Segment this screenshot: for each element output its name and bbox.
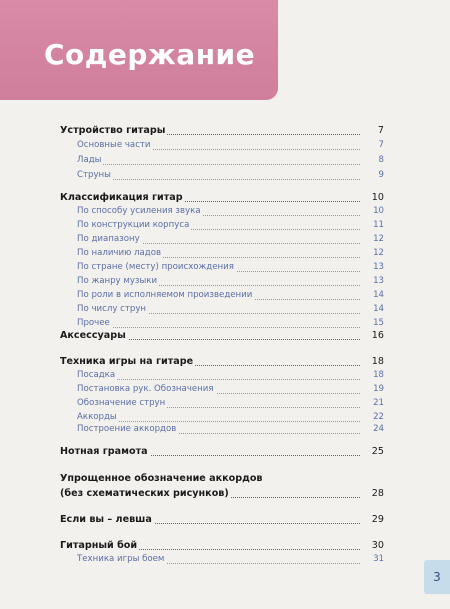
- toc-subentry[interactable]: [0, 370, 450, 384]
- toc-entry[interactable]: [0, 472, 450, 486]
- toc-entry-label: Гитарный бой: [60, 540, 138, 551]
- toc-entry-page: 10: [360, 192, 384, 203]
- toc-entry-page: 8: [360, 155, 384, 165]
- toc-subentry[interactable]: [0, 276, 450, 290]
- toc-entry-page: 10: [360, 206, 384, 216]
- toc-entry-label: По диапазону: [77, 234, 140, 244]
- toc-entry-page: 21: [360, 398, 384, 408]
- toc-entry-label: Посадка: [77, 370, 116, 380]
- toc-entry[interactable]: [0, 125, 450, 139]
- page-number-badge: [424, 560, 450, 594]
- toc-entry-label: Прочее: [77, 318, 110, 328]
- toc-entry-label: По жанру музыки: [77, 276, 158, 286]
- toc-entry-label: По числу струн: [77, 304, 147, 314]
- toc-entry-page: 7: [360, 140, 384, 150]
- toc-entry[interactable]: [0, 192, 450, 206]
- toc-entry-label: (без схематических рисунков): [60, 488, 229, 499]
- dot-leader: [77, 179, 370, 180]
- toc-subentry[interactable]: [0, 304, 450, 318]
- toc-entry-label: Устройство гитары: [60, 125, 166, 136]
- toc-subentry[interactable]: [0, 424, 450, 438]
- dot-leader: [77, 421, 370, 422]
- toc-subentry[interactable]: [0, 398, 450, 412]
- toc-entry-page: 13: [360, 262, 384, 272]
- toc-subentry[interactable]: [0, 290, 450, 304]
- toc-entry-page: 14: [360, 304, 384, 314]
- toc-entry-label: Струны: [77, 170, 111, 180]
- toc-subentry[interactable]: [0, 262, 450, 276]
- toc-entry-page: 11: [360, 220, 384, 230]
- toc-entry-label: Техника игры на гитаре: [60, 356, 194, 367]
- toc-entry-label: По конструкции корпуса: [77, 220, 190, 230]
- toc-entry-page: 9: [360, 170, 384, 180]
- toc-entry-label: Аккорды: [77, 412, 117, 422]
- toc-entry-page: 18: [360, 370, 384, 380]
- toc-entry-page: 25: [360, 446, 384, 457]
- toc-entry-label: Классификация гитар: [60, 192, 183, 203]
- dot-leader: [77, 164, 370, 165]
- toc-entry[interactable]: [0, 356, 450, 370]
- toc-entry-label: По наличию ладов: [77, 248, 162, 258]
- toc-entry[interactable]: [0, 514, 450, 528]
- toc-entry[interactable]: [0, 488, 450, 502]
- toc-entry-page: 12: [360, 234, 384, 244]
- toc-entry-page: 29: [360, 514, 384, 525]
- toc-entry-page: 13: [360, 276, 384, 286]
- toc-entry-label: Постановка рук. Обозначения: [77, 384, 214, 394]
- toc-entry-label: Упрощенное обозначение аккордов: [60, 473, 263, 484]
- dot-leader: [77, 379, 370, 380]
- toc-entry-page: 22: [360, 412, 384, 422]
- toc-entry-label: Основные части: [77, 140, 151, 150]
- page-title: Содержание: [44, 38, 256, 71]
- toc-subentry[interactable]: [0, 206, 450, 220]
- toc-entry[interactable]: [0, 540, 450, 554]
- toc-entry-label: Если вы – левша: [60, 514, 152, 525]
- toc-subentry[interactable]: [0, 170, 450, 184]
- toc-entry-label: По роли в исполняемом произведении: [77, 290, 253, 300]
- toc-entry-page: 15: [360, 318, 384, 328]
- toc-entry[interactable]: [0, 330, 450, 344]
- toc-entry-label: Техника игры боем: [77, 554, 165, 564]
- toc-subentry[interactable]: [0, 140, 450, 154]
- toc-entry-page: 7: [360, 125, 384, 136]
- toc-subentry[interactable]: [0, 554, 450, 568]
- toc-entry-page: 28: [360, 488, 384, 499]
- toc-entry-page: 16: [360, 330, 384, 341]
- toc-entry-label: Лады: [77, 155, 102, 165]
- toc-entry-label: По способу усиления звука: [77, 206, 201, 216]
- toc-entry[interactable]: [0, 446, 450, 460]
- toc-subentry[interactable]: [0, 155, 450, 169]
- toc-subentry[interactable]: [0, 384, 450, 398]
- toc-entry-page: 18: [360, 356, 384, 367]
- toc-subentry[interactable]: [0, 234, 450, 248]
- toc-entry-label: Нотная грамота: [60, 446, 148, 457]
- toc-entry-label: Аксессуары: [60, 330, 126, 341]
- toc-subentry[interactable]: [0, 248, 450, 262]
- toc-entry-page: 12: [360, 248, 384, 258]
- toc-entry-label: По стране (месту) происхождения: [77, 262, 234, 272]
- toc-entry-page: 31: [360, 554, 384, 564]
- page-number: 3: [433, 570, 441, 584]
- toc-entry-page: 30: [360, 540, 384, 551]
- toc-entry-label: Обозначение струн: [77, 398, 166, 408]
- toc-entry-label: Построение аккордов: [77, 424, 177, 434]
- toc-entry-page: 24: [360, 424, 384, 434]
- toc-subentry[interactable]: [0, 220, 450, 234]
- toc-entry-page: 14: [360, 290, 384, 300]
- dot-leader: [77, 327, 370, 328]
- toc-entry-page: 19: [360, 384, 384, 394]
